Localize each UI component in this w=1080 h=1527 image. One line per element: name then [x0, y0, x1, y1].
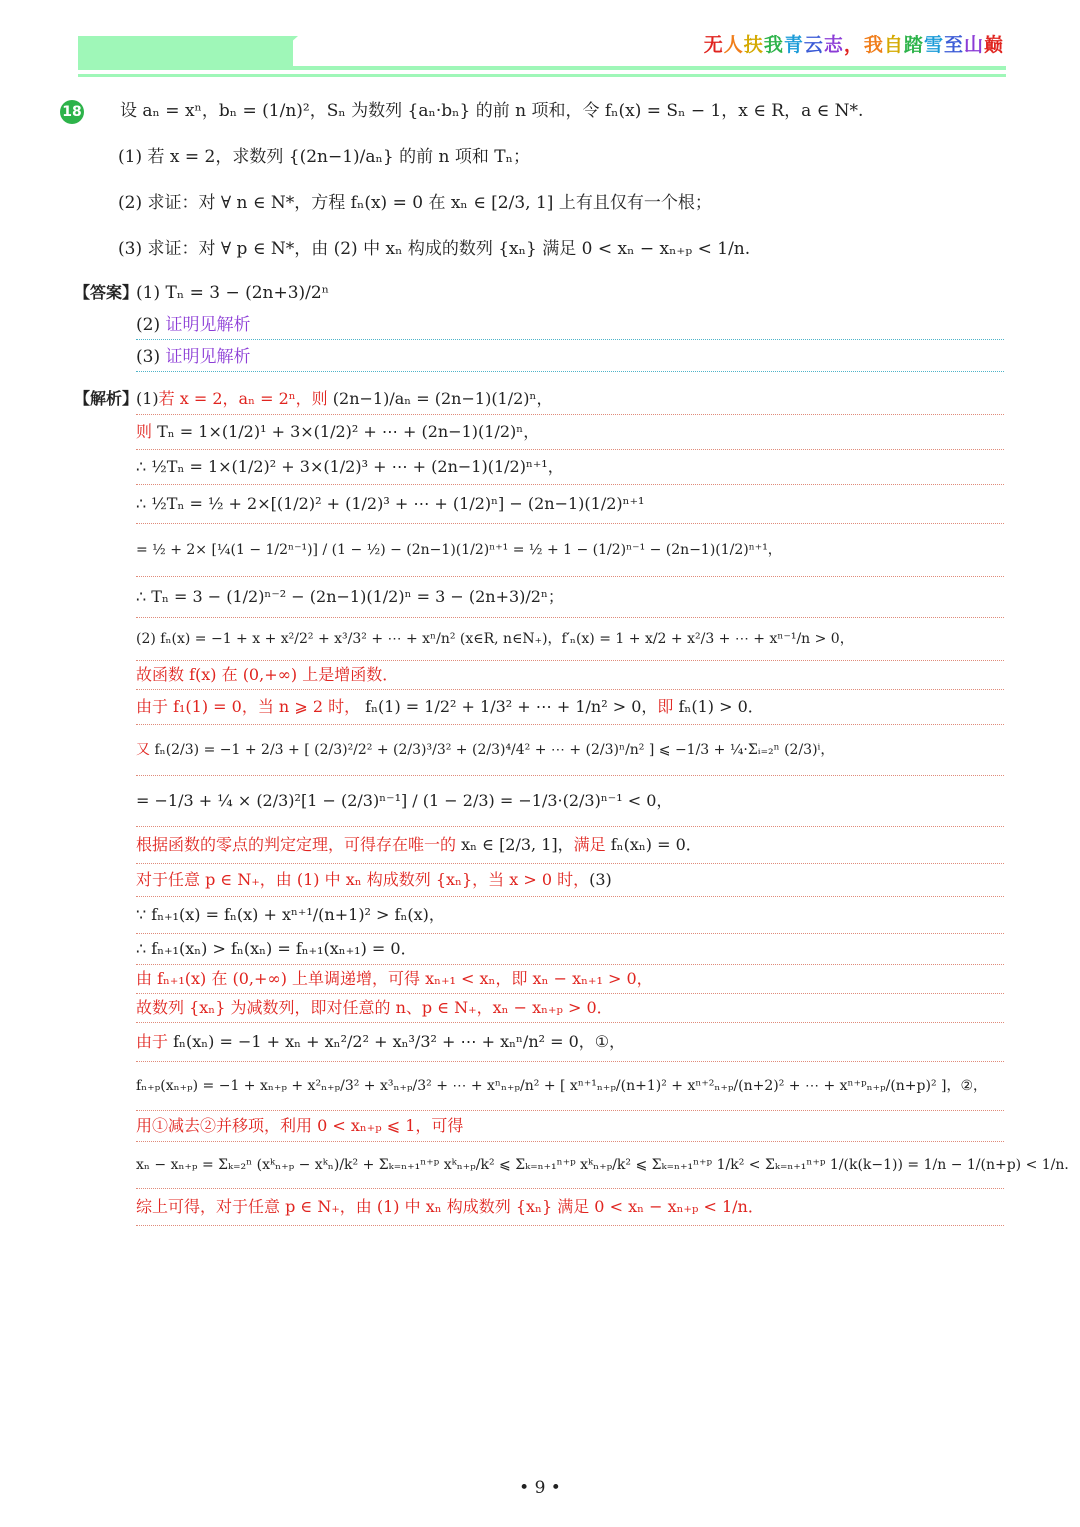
- solution-text-red: 由于 f₁(1) = 0，当 n ⩾ 2 时，: [136, 697, 361, 716]
- solution-tag: 【解析】: [74, 389, 139, 408]
- solution-line: [136, 577, 1004, 618]
- solution-line: [136, 618, 1004, 661]
- solution-text-red: 即: [657, 697, 674, 716]
- solution-text: (3): [589, 870, 612, 889]
- solution-text: fₙ(xₙ) = −1 + xₙ + xₙ²/2² + xₙ³/3² + ⋯ + xₙⁿ/n² = 0，①，: [168, 1032, 626, 1051]
- question-number-badge: 18: [60, 100, 84, 124]
- solution-line: [136, 450, 1004, 485]
- solution-text: Tₙ = 1×(1/2)¹ + 3×(1/2)² + ⋯ + (2n−1)(1/2)ⁿ，: [152, 422, 540, 441]
- solution-text: (2) fₙ(x) = −1 + x + x²/2² + x³/3² + ⋯ + xⁿ/n² (x∈R, n∈N₊)，f′ₙ(x) = 1 + x/2 + x²/3 + ⋯ + xⁿ⁻¹/n > 0，: [136, 631, 854, 647]
- solution-line: [136, 864, 1004, 897]
- solution-line: [136, 897, 1004, 934]
- solution-text: ∴ ½Tₙ = ½ + 2×[(1/2)² + (1/2)³ + ⋯ + (1/2)ⁿ] − (2n−1)(1/2)ⁿ⁺¹: [136, 494, 645, 513]
- motto-char: 自: [883, 34, 904, 56]
- solution-text: fₙ₊ₚ(xₙ₊ₚ) = −1 + xₙ₊ₚ + x²ₙ₊ₚ/3² + x³ₙ₊ₚ/3² + ⋯ + xⁿₙ₊ₚ/n² + [ xⁿ⁺¹ₙ₊ₚ/(n+1)² + xⁿ⁺²ₙ₊ₚ/(n+2)² + ⋯ + xⁿ⁺ᵖₙ₊ₚ/(n+p)² ]，②，: [136, 1078, 988, 1094]
- solution-text-red: 对于任意 p ∈ N₊，由 (1) 中 xₙ 构成数列 {xₙ}，当 x > 0 时，: [136, 870, 590, 889]
- answer-line-2: (2) 证明见解析: [136, 314, 1004, 340]
- solution-text: ∴ Tₙ = 3 − (1/2)ⁿ⁻² − (2n−1)(1/2)ⁿ = 3 − (2n+3)/2ⁿ；: [136, 587, 564, 606]
- motto-char: 志: [823, 34, 844, 56]
- solution-line: [136, 415, 1004, 450]
- solution-text: (2n−1)/aₙ = (2n−1)(1/2)ⁿ，: [327, 389, 553, 408]
- header-motto: [704, 30, 1004, 57]
- solution-line: [136, 485, 1004, 524]
- solution-text: = −1/3 + ¼ × (2/3)²[1 − (2/3)ⁿ⁻¹] / (1 − 2/3) = −1/3·(2/3)ⁿ⁻¹ < 0，: [136, 791, 673, 810]
- solution-text-red: 故数列 {xₙ} 为减数列，即对任意的 n、p ∈ N₊，xₙ − xₙ₊ₚ > 0．: [136, 998, 613, 1017]
- solution-text-red: 则: [136, 422, 153, 441]
- solution-text-red: 综上可得，对于任意 p ∈ N₊，由 (1) 中 xₙ 构成数列 {xₙ} 满足 0 < xₙ − xₙ₊ₚ < 1/n．: [136, 1197, 764, 1216]
- header-rule-thin: [78, 74, 1006, 77]
- solution-text-red: 又: [136, 742, 150, 758]
- solution-text-red: 根据函数的零点的判定定理，可得存在唯一的: [136, 835, 457, 854]
- motto-char: 人: [723, 34, 744, 56]
- solution-block: [0, 384, 1080, 1226]
- solution-line: [136, 1062, 1004, 1111]
- motto-char: 青: [783, 34, 804, 56]
- solution-line: [136, 827, 1004, 864]
- solution-line: [136, 1189, 1004, 1226]
- solution-line: [136, 994, 1004, 1023]
- solution-text: fₙ(xₙ) = 0．: [605, 835, 702, 854]
- solution-line: [136, 1023, 1004, 1062]
- page-content: [0, 92, 1080, 1226]
- header-band-slant: [262, 36, 298, 68]
- question-part-1: (1) 若 x = 2，求数列 {(2n−1)/aₙ} 的前 n 项和 Tₙ；: [118, 147, 530, 167]
- motto-char: 山: [963, 34, 984, 56]
- solution-line: [136, 934, 1004, 965]
- motto-char: 无: [703, 34, 724, 56]
- solution-text-red: 用①减去②并移项，利用 0 < xₙ₊ₚ ⩽ 1，可得: [136, 1116, 464, 1135]
- motto-char: 雪: [923, 34, 944, 56]
- solution-text: = ½ + 2× [¼(1 − 1/2ⁿ⁻¹)] / (1 − ½) − (2n−1)(1/2)ⁿ⁺¹ = ½ + 1 − (1/2)ⁿ⁻¹ − (2n−1)(1/2)ⁿ⁺¹，: [136, 542, 782, 558]
- solution-text-red: 若 x = 2，aₙ = 2ⁿ，则: [158, 389, 328, 408]
- solution-text-red: 由于: [136, 1032, 169, 1051]
- solution-prefix: (1): [136, 389, 159, 408]
- solution-text-red: 由 fₙ₊₁(x) 在 (0,+∞) 上单调递增，可得 xₙ₊₁ < xₙ，即 xₙ − xₙ₊₁ > 0，: [136, 969, 653, 988]
- motto-char: 我: [863, 34, 884, 56]
- answer-line-1: 【答案】 (1) Tₙ = 3 − (2n+3)/2ⁿ: [74, 283, 330, 303]
- solution-text: ∴ fₙ₊₁(xₙ) > fₙ(xₙ) = fₙ₊₁(xₙ₊₁) = 0．: [136, 939, 417, 958]
- solution-text: ∴ ½Tₙ = 1×(1/2)² + 3×(1/2)³ + ⋯ + (2n−1)(1/2)ⁿ⁺¹，: [136, 457, 564, 476]
- motto-char: 扶: [743, 34, 764, 56]
- solution-text: fₙ(2/3) = −1 + 2/3 + [ (2/3)²/2² + (2/3)³/3² + (2/3)⁴/4² + ⋯ + (2/3)ⁿ/n² ] ⩽ −1/3 + ¼·Σᵢ₌₂ⁿ (2/3)ⁱ，: [150, 742, 835, 758]
- solution-line: [136, 1142, 1079, 1189]
- answer-tag: 【答案】: [74, 283, 139, 302]
- solution-line: [74, 384, 1004, 415]
- header-rule: [78, 66, 1006, 70]
- question-stem: 18 设 aₙ = xⁿ，bₙ = (1/n)²，Sₙ 为数列 {aₙ·bₙ} 的前 n 项和，令 fₙ(x) = Sₙ − 1，x ∈ R，a ∈ N*.: [120, 100, 1004, 122]
- motto-char: 至: [943, 34, 964, 56]
- motto-char: 踏: [903, 34, 924, 56]
- solution-text: ∵ fₙ₊₁(x) = fₙ(x) + xⁿ⁺¹/(n+1)² > fₙ(x)，: [136, 905, 445, 924]
- solution-line: [136, 1111, 1004, 1142]
- question-part-3: (3) 求证：对 ∀ p ∈ N*，由 (2) 中 xₙ 构成的数列 {xₙ} 满足 0 < xₙ − xₙ₊ₚ < 1/n.: [118, 239, 751, 259]
- solution-text-red: 故函数 f(x) 在 (0,+∞) 上是增函数．: [136, 665, 399, 684]
- solution-line: [136, 776, 1004, 827]
- question-part-2: (2) 求证：对 ∀ n ∈ N*，方程 fₙ(x) = 0 在 xₙ ∈ [2/3, 1] 上有且仅有一个根；: [118, 193, 712, 213]
- solution-text: xₙ − xₙ₊ₚ = Σₖ₌₂ⁿ (xᵏₙ₊ₚ − xᵏₙ)/k² + Σₖ₌ₙ₊₁ⁿ⁺ᵖ xᵏₙ₊ₚ/k² ⩽ Σₖ₌ₙ₊₁ⁿ⁺ᵖ xᵏₙ₊ₚ/k² ⩽ Σₖ₌ₙ₊₁ⁿ⁺ᵖ 1/k² < Σₖ₌ₙ₊₁ⁿ⁺ᵖ 1/(k(k−1)) = 1/n − 1/(n+p) < 1/n．: [136, 1157, 1079, 1173]
- page-number: • 9 •: [519, 1478, 561, 1498]
- header-band: [78, 36, 293, 68]
- solution-line: [136, 524, 1004, 577]
- answer-line-3: (3) 证明见解析: [136, 346, 1004, 372]
- solution-text-red: 满足: [573, 835, 606, 854]
- solution-text: fₙ(1) = 1/2² + 1/3² + ⋯ + 1/n² > 0，: [360, 697, 658, 716]
- solution-line: [136, 690, 1004, 725]
- motto-char: 巅: [983, 34, 1004, 56]
- motto-char: 云: [803, 34, 824, 56]
- solution-text: fₙ(1) > 0．: [673, 697, 764, 716]
- solution-line: [136, 661, 1004, 690]
- motto-char: ，: [843, 34, 864, 56]
- solution-line: [136, 965, 1004, 994]
- motto-char: 我: [763, 34, 784, 56]
- solution-line: [136, 725, 1004, 776]
- solution-text: xₙ ∈ [2/3, 1]，: [456, 835, 574, 854]
